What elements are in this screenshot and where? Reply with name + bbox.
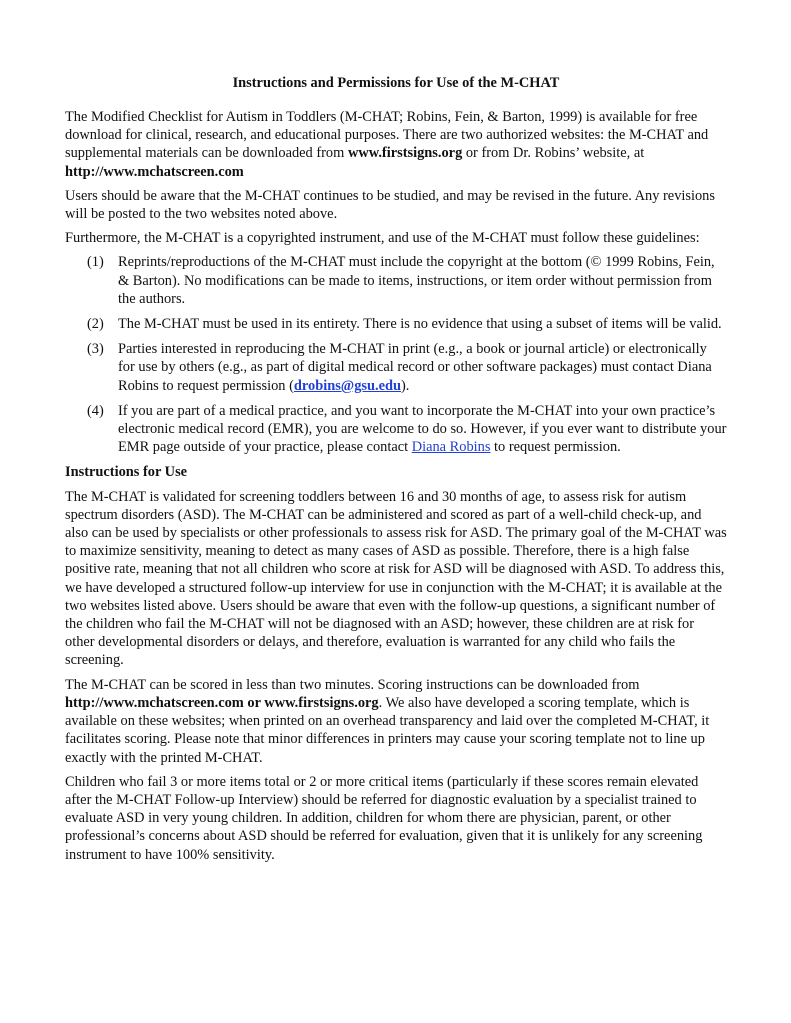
firstsigns-site: www.firstsigns.org — [347, 145, 463, 162]
guideline-text: The M-CHAT must be used in its entirety. There is no evidence that using a subset of items will be valid. — [118, 316, 722, 333]
guideline-item — [65, 402, 727, 457]
mchatscreen-site: http://www.mchatscreen.com — [65, 163, 244, 180]
intro-text-2: or from Dr. Robins’ website, at — [462, 145, 645, 162]
scoring-text-1: The M-CHAT can be scored in less than two minutes. Scoring instructions can be downloaded from — [65, 676, 640, 693]
guideline-text: Reprints/reproductions of the M-CHAT must include the copyright at the bottom (© 1999 Robins, Fein, & Barton). No modifications can be made to items, instructions, or item order without permission from the authors. — [118, 254, 715, 307]
validation-paragraph: The M-CHAT is validated for screening toddlers between 16 and 30 months of age, to assess risk for autism spectrum disorders (ASD). The M-CHAT can be administered and scored as part of a well-child check-up, and also can be used by specialists or other professionals to assess risk for ASD. The primary goal of the M-CHAT was to maximize sensitivity, meaning to detect as many cases of ASD as possible. Therefore, there is a high false positive rate, meaning that not all children who score at risk for ASD will be diagnosed with ASD. To address this, we have developed a structured follow-up interview for use in conjunction with the M-CHAT; it is available at the two websites listed above. Users should be aware that even with the follow-up questions, a significant number of the children who fail the M-CHAT will not be diagnosed with an ASD; however, these children are at risk for other developmental disorders or delays, and therefore, evaluation is warranted for any child who fails the screening. — [65, 488, 727, 669]
intro-text-1: The Modified Checklist for Autism in Toddlers (M-CHAT; Robins, Fein, & Barton, 1999) is available for free download for clinical, research, and educational purposes. There are two authorized websites: the M-CHAT and supplemental materials can be downloaded from — [65, 109, 709, 162]
guideline-number: (2) — [87, 316, 104, 333]
email-link[interactable]: drobins@gsu.edu — [293, 377, 401, 394]
guideline-item — [65, 315, 727, 333]
guideline-number: (4) — [87, 402, 104, 419]
guideline-text: If you are part of a medical practice, and you want to incorporate the M-CHAT into your own practice’s electronic medical record (EMR), you are welcome to do so. However, if you ever want to distribute your EMR page outside of your practice, please contact — [118, 402, 727, 456]
guideline-text-after: to request permission. — [490, 439, 621, 456]
guidelines-intro: Furthermore, the M-CHAT is a copyrighted instrument, and use of the M-CHAT must follow these guidelines: — [65, 230, 700, 247]
page-title: Instructions and Permissions for Use of the M-CHAT — [232, 75, 560, 91]
revisions-paragraph: Users should be aware that the M-CHAT continues to be studied, and may be revised in the future. Any revisions will be posted to the two websites noted above. — [65, 187, 715, 223]
guideline-text-after: ). — [400, 377, 410, 394]
instructions-heading: Instructions for Use — [65, 464, 188, 481]
diana-robins-link[interactable]: Diana Robins — [411, 439, 491, 456]
guideline-item — [65, 253, 727, 308]
scoring-paragraph — [65, 676, 727, 767]
guideline-item — [65, 340, 727, 395]
guideline-number: (1) — [87, 254, 104, 271]
referral-paragraph: Children who fail 3 or more items total or 2 or more critical items (particularly if these scores remain elevated after the M-CHAT Follow-up Interview) should be referred for diagnostic evaluation by a specialist trained to evaluate ASD in very young children. In addition, children for whom there are physician, parent, or other professional’s concerns about ASD should be referred for evaluation, given that it is unlikely for any screening instrument to have 100% sensitivity. — [65, 773, 703, 863]
scoring-text-2: . We also have developed a scoring template, which is available on these websites; when printed on an overhead transparency and laid over the completed M-CHAT, it facilitates scoring. Please note that minor differences in printers may cause your scoring template not to line up exactly with the printed M-CHAT. — [65, 694, 710, 766]
guideline-text: Parties interested in reproducing the M-CHAT in print (e.g., a book or journal article) or electronically for use by others (e.g., as part of digital medical record or other software packages) must contact Diana Robins to request permission ( — [118, 341, 712, 394]
guidelines-list — [65, 253, 727, 456]
intro-paragraph — [65, 108, 727, 181]
document-body — [65, 74, 727, 870]
scoring-sites: http://www.mchatscreen.com or www.firstsigns.org — [65, 694, 379, 711]
guideline-number: (3) — [87, 341, 104, 358]
